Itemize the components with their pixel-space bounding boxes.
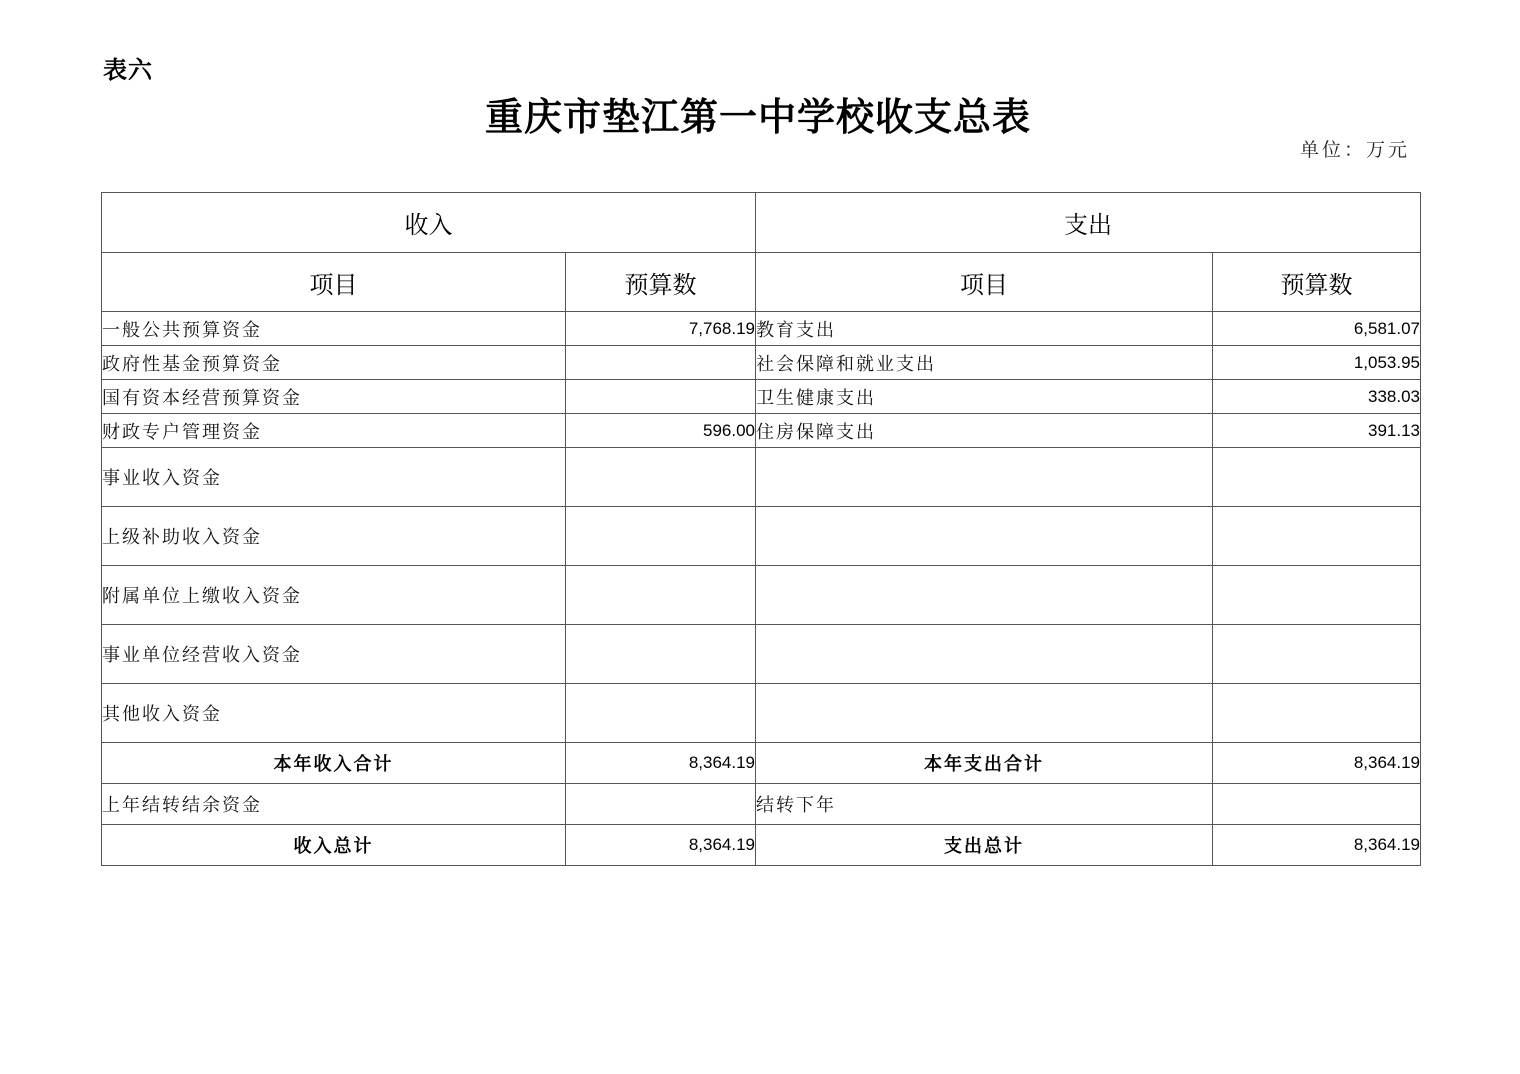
table-row	[102, 507, 1421, 566]
table-row	[102, 346, 1421, 380]
income-item-column-header: 项目	[102, 253, 566, 312]
table-row	[102, 414, 1421, 448]
income-year-total-label: 本年收入合计	[102, 743, 566, 784]
expense-grand-total-label: 支出总计	[756, 825, 1213, 866]
income-item: 其他收入资金	[102, 684, 566, 743]
income-amount	[566, 625, 756, 684]
grand-total-row	[102, 825, 1421, 866]
expense-item	[756, 625, 1213, 684]
income-item: 上级补助收入资金	[102, 507, 566, 566]
income-amount	[566, 346, 756, 380]
income-carryover-label: 上年结转结余资金	[102, 784, 566, 825]
unit-label: 单位：万元	[1299, 139, 1410, 161]
income-grand-total-label: 收入总计	[102, 825, 566, 866]
expense-item: 社会保障和就业支出	[756, 346, 1213, 380]
expense-amount	[1213, 507, 1421, 566]
income-item: 财政专户管理资金	[102, 414, 566, 448]
income-item: 事业单位经营收入资金	[102, 625, 566, 684]
expense-grand-total-amount: 8,364.19	[1213, 825, 1421, 866]
expense-item	[756, 507, 1213, 566]
expense-amount	[1213, 684, 1421, 743]
expense-item-column-header: 项目	[756, 253, 1213, 312]
income-amount	[566, 566, 756, 625]
carryover-row	[102, 784, 1421, 825]
income-carryover-amount	[566, 784, 756, 825]
income-budget-column-header: 预算数	[566, 253, 756, 312]
expense-year-total-amount: 8,364.19	[1213, 743, 1421, 784]
expense-carryover-amount	[1213, 784, 1421, 825]
expense-item	[756, 448, 1213, 507]
expense-carryover-label: 结转下年	[756, 784, 1213, 825]
income-year-total-amount: 8,364.19	[566, 743, 756, 784]
income-amount: 7,768.19	[566, 312, 756, 346]
page-title: 重庆市垫江第一中学校收支总表	[484, 94, 1031, 139]
income-amount	[566, 448, 756, 507]
expense-amount: 6,581.07	[1213, 312, 1421, 346]
income-item: 附属单位上缴收入资金	[102, 566, 566, 625]
income-amount	[566, 684, 756, 743]
table-number: 表六	[103, 56, 153, 84]
table-row	[102, 448, 1421, 507]
income-amount: 596.00	[566, 414, 756, 448]
expense-year-total-label: 本年支出合计	[756, 743, 1213, 784]
expense-section-header: 支出	[756, 193, 1421, 253]
expense-amount	[1213, 448, 1421, 507]
income-item: 国有资本经营预算资金	[102, 380, 566, 414]
expense-item	[756, 684, 1213, 743]
expense-item	[756, 566, 1213, 625]
income-grand-total-amount: 8,364.19	[566, 825, 756, 866]
table-row	[102, 566, 1421, 625]
income-amount	[566, 380, 756, 414]
expense-amount	[1213, 625, 1421, 684]
expense-item: 教育支出	[756, 312, 1213, 346]
expense-amount: 338.03	[1213, 380, 1421, 414]
expense-amount: 391.13	[1213, 414, 1421, 448]
table-row	[102, 312, 1421, 346]
table-row	[102, 625, 1421, 684]
income-section-header: 收入	[102, 193, 756, 253]
income-item: 事业收入资金	[102, 448, 566, 507]
year-total-row	[102, 743, 1421, 784]
income-amount	[566, 507, 756, 566]
expense-item: 住房保障支出	[756, 414, 1213, 448]
expense-budget-column-header: 预算数	[1213, 253, 1421, 312]
budget-summary-table	[101, 192, 1421, 866]
table-row	[102, 684, 1421, 743]
expense-item: 卫生健康支出	[756, 380, 1213, 414]
expense-amount: 1,053.95	[1213, 346, 1421, 380]
expense-amount	[1213, 566, 1421, 625]
income-item: 政府性基金预算资金	[102, 346, 566, 380]
table-row	[102, 380, 1421, 414]
income-item: 一般公共预算资金	[102, 312, 566, 346]
